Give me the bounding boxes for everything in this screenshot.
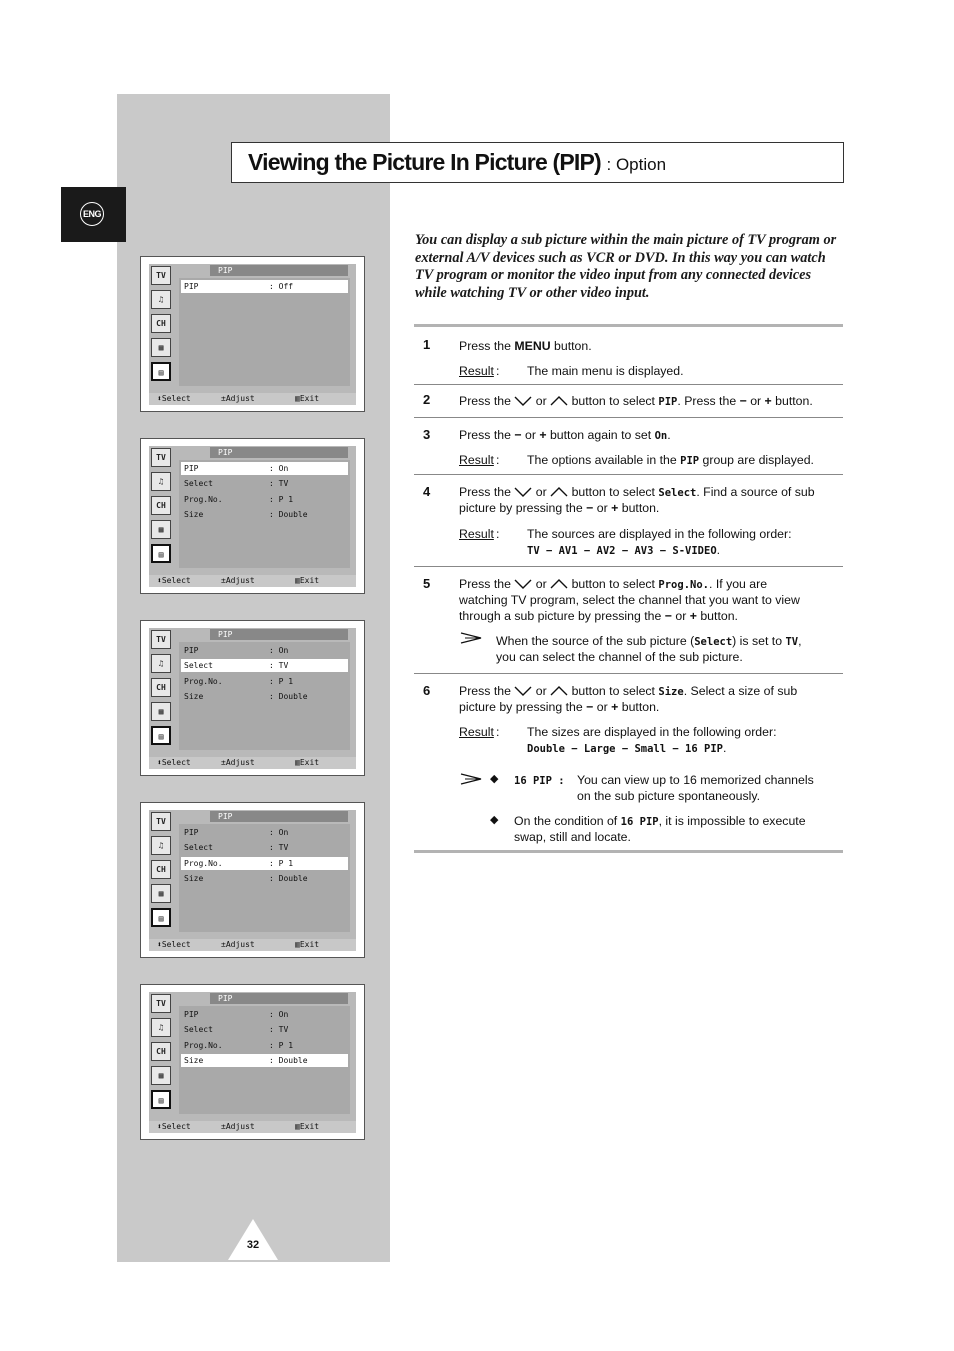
osd-row-value: : Double xyxy=(269,509,308,519)
bullet-2-text-line2: swap, still and locate. xyxy=(514,830,631,844)
result-label: Result xyxy=(459,527,494,541)
adjust-key-icon: ± xyxy=(221,576,226,585)
osd-menu xyxy=(179,278,350,386)
osd-menu-row xyxy=(181,1023,348,1036)
osd-menu-icons xyxy=(151,994,173,1114)
title-main-text: Viewing the Picture In Picture (PIP) xyxy=(248,149,601,175)
text: or xyxy=(535,394,547,408)
osd-row-label: Prog.No. xyxy=(184,858,223,868)
text: button. xyxy=(700,609,738,623)
text: or xyxy=(750,394,762,408)
result-label: Result xyxy=(459,725,494,739)
page-title-box xyxy=(231,142,844,183)
adjust-hint xyxy=(221,939,255,951)
adjust-hint-label: Adjust xyxy=(225,1122,255,1131)
code: 16 PIP xyxy=(620,816,659,828)
osd-menu-row xyxy=(181,462,348,475)
bullet-1-text-line2: on the sub picture spontaneously. xyxy=(577,789,760,803)
result-colon: : xyxy=(496,527,500,541)
text: Press the xyxy=(459,339,515,353)
osd-footer xyxy=(149,939,356,951)
select-key-icon: ⬍ xyxy=(157,940,162,949)
note-arrow-icon xyxy=(460,632,482,644)
osd-row-label: Prog.No. xyxy=(184,494,223,504)
osd-menu-row xyxy=(181,690,348,703)
exit-hint xyxy=(295,1121,319,1133)
osd-row-label: Select xyxy=(184,661,213,671)
step-number: 1 xyxy=(423,337,431,352)
channel-icon: CH xyxy=(151,314,171,333)
select-hint-label: Select xyxy=(161,394,191,403)
osd-menu-row xyxy=(181,508,348,521)
pip-icon: ▤ xyxy=(151,544,171,563)
code: TV xyxy=(785,636,799,648)
step-1-result: The main menu is displayed. xyxy=(527,364,684,378)
text: Press the xyxy=(459,428,511,442)
text: button. xyxy=(550,339,592,353)
code: 16 PIP : xyxy=(514,775,565,787)
osd-menu xyxy=(179,642,350,750)
osd-panel xyxy=(149,628,356,764)
text: or xyxy=(675,609,687,623)
text: . Press the xyxy=(677,394,737,408)
osd-menu-row xyxy=(181,1054,348,1067)
osd-screen xyxy=(140,256,365,412)
text: button. xyxy=(775,394,813,408)
osd-footer xyxy=(149,575,356,587)
osd-menu-icons xyxy=(151,812,173,932)
title-subtitle: : Option xyxy=(606,155,667,174)
osd-menu-row xyxy=(181,1039,348,1052)
step-4-text xyxy=(459,484,815,501)
osd-screen xyxy=(140,438,365,594)
step-6-text-line2 xyxy=(459,699,659,715)
osd-header: PIP xyxy=(210,265,348,276)
osd-menu-row xyxy=(181,477,348,490)
exit-hint-label: Exit xyxy=(299,394,320,403)
text: , xyxy=(798,634,802,648)
text: Press the xyxy=(459,485,511,499)
osd-panel xyxy=(149,264,356,400)
text: Press the xyxy=(459,394,511,408)
select-hint xyxy=(157,393,191,405)
sound-icon: ♫ xyxy=(151,836,171,855)
sound-icon: ♫ xyxy=(151,290,171,309)
plus-key: + xyxy=(611,700,619,714)
minus-key: − xyxy=(739,394,747,408)
step-6-result: The sizes are displayed in the following order: xyxy=(527,725,777,739)
osd-row-value: : Off xyxy=(269,282,294,291)
page-title xyxy=(248,149,666,176)
text: through a sub picture by pressing the xyxy=(459,609,662,623)
text: or xyxy=(596,700,608,714)
adjust-hint xyxy=(221,575,255,587)
osd-menu xyxy=(179,460,350,568)
step-3 xyxy=(414,418,843,475)
osd-row-label: Select xyxy=(184,1025,213,1035)
plus-key: + xyxy=(764,394,772,408)
exit-hint-label: Exit xyxy=(299,758,320,767)
text: button again to set xyxy=(549,428,652,442)
osd-header: PIP xyxy=(210,629,348,640)
exit-hint-label: Exit xyxy=(299,576,320,585)
code: TV − AV1 − AV2 − AV3 − S-VIDEO xyxy=(527,545,717,557)
text: button to select xyxy=(571,684,655,698)
chevron-down-icon xyxy=(514,686,532,696)
step-2-text xyxy=(459,393,813,410)
text: , it is impossible to execute xyxy=(658,814,806,828)
setup-icon: ▦ xyxy=(151,702,171,721)
select-hint-label: Select xyxy=(161,940,191,949)
adjust-hint-label: Adjust xyxy=(225,576,255,585)
text: button to select xyxy=(571,394,655,408)
osd-row-label: Select xyxy=(184,843,213,853)
text: picture by pressing the xyxy=(459,700,583,714)
tv-icon: TV xyxy=(151,266,171,285)
step-5-text-line3 xyxy=(459,608,738,624)
text: . xyxy=(667,428,671,442)
result-colon: : xyxy=(496,364,500,378)
bullet-diamond-icon: ◆ xyxy=(490,773,499,785)
note-arrow-icon xyxy=(460,773,482,785)
exit-hint-label: Exit xyxy=(299,940,320,949)
osd-menu-row xyxy=(181,826,348,839)
language-tab xyxy=(61,187,126,242)
pip-icon: ▤ xyxy=(151,908,171,927)
step-3-text xyxy=(459,427,671,444)
text: . If you are xyxy=(708,577,768,591)
bullet-diamond-icon: ◆ xyxy=(490,814,499,826)
step-3-result xyxy=(527,452,814,469)
osd-row-label: PIP xyxy=(184,464,199,473)
osd-menu-row xyxy=(181,280,348,293)
osd-menu-row xyxy=(181,675,348,688)
text: The options available in the xyxy=(527,453,677,467)
text: button to select xyxy=(571,485,655,499)
osd-row-value: : TV xyxy=(269,1025,289,1035)
osd-screen xyxy=(140,984,365,1140)
pip-icon: ▤ xyxy=(151,362,171,381)
osd-row-value: : Double xyxy=(269,691,308,701)
osd-row-label: PIP xyxy=(184,828,199,837)
step-number: 3 xyxy=(423,427,431,442)
text: ) is set to xyxy=(732,634,783,648)
text: button to select xyxy=(571,577,655,591)
tv-icon: TV xyxy=(151,994,171,1013)
osd-row-label: Prog.No. xyxy=(184,676,223,686)
osd-menu-row xyxy=(181,644,348,657)
step-5-note xyxy=(496,633,802,650)
step-4-order xyxy=(527,542,720,559)
code: Select xyxy=(658,487,697,499)
result-label: Result xyxy=(459,453,494,467)
tv-icon: TV xyxy=(151,630,171,649)
text: or xyxy=(535,684,547,698)
text: . xyxy=(716,543,721,557)
osd-row-label: Size xyxy=(184,1055,204,1065)
text: button. xyxy=(621,700,660,714)
code: Select xyxy=(694,636,733,648)
setup-icon: ▦ xyxy=(151,338,171,357)
osd-header: PIP xyxy=(210,993,348,1004)
osd-panel xyxy=(149,992,356,1128)
osd-menu xyxy=(179,824,350,932)
code: Prog.No. xyxy=(658,579,709,591)
osd-row-label: Prog.No. xyxy=(184,1040,223,1050)
osd-row-value: : TV xyxy=(269,479,289,489)
exit-hint xyxy=(295,757,319,769)
menu-key: MENU xyxy=(514,339,551,353)
step-number: 5 xyxy=(423,576,431,591)
text: On the condition of xyxy=(514,814,618,828)
adjust-key-icon: ± xyxy=(221,758,226,767)
adjust-hint xyxy=(221,1121,255,1133)
select-hint-label: Select xyxy=(161,758,191,767)
plus-key: + xyxy=(611,501,619,515)
sound-icon: ♫ xyxy=(151,1018,171,1037)
osd-row-value: : On xyxy=(269,828,289,837)
code: PIP xyxy=(680,455,700,467)
text: or xyxy=(596,501,608,515)
chevron-down-icon xyxy=(514,487,532,497)
osd-menu-row xyxy=(181,493,348,506)
select-hint-label: Select xyxy=(161,1122,191,1131)
adjust-hint-label: Adjust xyxy=(225,940,255,949)
tv-icon: TV xyxy=(151,812,171,831)
channel-icon: CH xyxy=(151,1042,171,1061)
language-badge: ENG xyxy=(80,202,104,226)
adjust-hint-label: Adjust xyxy=(225,394,255,403)
step-2 xyxy=(414,385,843,418)
adjust-hint-label: Adjust xyxy=(225,758,255,767)
osd-row-label: PIP xyxy=(184,282,199,291)
adjust-key-icon: ± xyxy=(221,1122,226,1131)
osd-screen xyxy=(140,802,365,958)
result-colon: : xyxy=(496,453,500,467)
step-6 xyxy=(414,674,843,850)
exit-hint xyxy=(295,575,319,587)
step-6-text xyxy=(459,683,797,700)
minus-key: − xyxy=(586,700,594,714)
select-key-icon: ⬍ xyxy=(157,758,162,767)
channel-icon: CH xyxy=(151,496,171,515)
osd-row-value: : P 1 xyxy=(269,858,294,868)
exit-key-icon: ▥ xyxy=(295,394,300,403)
osd-row-value: : P 1 xyxy=(269,494,294,504)
osd-menu xyxy=(179,1006,350,1114)
osd-row-value: : On xyxy=(269,1010,289,1019)
exit-key-icon: ▥ xyxy=(295,1122,300,1131)
text: picture by pressing the xyxy=(459,501,583,515)
chevron-up-icon xyxy=(550,686,568,696)
select-key-icon: ⬍ xyxy=(157,576,162,585)
step-4-result: The sources are displayed in the following order: xyxy=(527,527,792,541)
text: . xyxy=(722,741,727,755)
minus-key: − xyxy=(514,428,522,442)
text: or xyxy=(535,485,547,499)
osd-row-value: : Double xyxy=(269,1055,308,1065)
step-5-text xyxy=(459,576,767,593)
exit-hint xyxy=(295,939,319,951)
exit-key-icon: ▥ xyxy=(295,576,300,585)
osd-menu-icons xyxy=(151,448,173,568)
steps-table xyxy=(414,324,843,853)
osd-menu-icons xyxy=(151,630,173,750)
step-5-note-line2: you can select the channel of the sub picture. xyxy=(496,650,743,664)
text: Press the xyxy=(459,577,511,591)
osd-row-label: PIP xyxy=(184,1010,199,1019)
select-hint xyxy=(157,939,191,951)
osd-row-value: : On xyxy=(269,464,289,473)
step-number: 4 xyxy=(423,484,431,499)
text: . Find a source of sub xyxy=(696,485,815,499)
pip-icon: ▤ xyxy=(151,1090,171,1109)
chevron-down-icon xyxy=(514,396,532,406)
pip-icon: ▤ xyxy=(151,726,171,745)
osd-menu-row xyxy=(181,872,348,885)
chevron-up-icon xyxy=(550,579,568,589)
osd-header: PIP xyxy=(210,447,348,458)
osd-row-value: : TV xyxy=(269,843,289,853)
step-5-text-line2: watching TV program, select the channel that you want to view xyxy=(459,593,800,607)
text: button. xyxy=(621,501,660,515)
intro-paragraph: You can display a sub picture within the main picture of TV program or external A/V devices such as VCR or DVD. In this way you can watch TV program or monitor the video input from any connected devices while watching TV or other video input. xyxy=(415,232,837,301)
osd-row-value: : P 1 xyxy=(269,1040,294,1050)
step-number: 6 xyxy=(423,683,431,698)
result-colon: : xyxy=(496,725,500,739)
minus-key: − xyxy=(586,501,594,515)
chevron-down-icon xyxy=(514,579,532,589)
code: On xyxy=(654,430,668,442)
sound-icon: ♫ xyxy=(151,654,171,673)
text: When the source of the sub picture ( xyxy=(496,634,695,648)
exit-hint xyxy=(295,393,319,405)
osd-row-label: Select xyxy=(184,479,213,489)
text: or xyxy=(524,428,536,442)
osd-menu-row xyxy=(181,857,348,870)
select-key-icon: ⬍ xyxy=(157,394,162,403)
osd-footer xyxy=(149,393,356,405)
text: Press the xyxy=(459,684,511,698)
step-1-text xyxy=(459,338,592,354)
osd-row-label: Size xyxy=(184,691,204,701)
channel-icon: CH xyxy=(151,860,171,879)
channel-icon: CH xyxy=(151,678,171,697)
code: PIP xyxy=(658,396,678,408)
exit-key-icon: ▥ xyxy=(295,758,300,767)
osd-menu-icons xyxy=(151,266,173,386)
bottom-rule xyxy=(414,850,843,853)
osd-menu-row xyxy=(181,1008,348,1021)
text: . Select a size of sub xyxy=(683,684,798,698)
tv-icon: TV xyxy=(151,448,171,467)
osd-menu-row xyxy=(181,841,348,854)
osd-row-value: : Double xyxy=(269,873,308,883)
osd-footer xyxy=(149,757,356,769)
minus-key: − xyxy=(664,609,672,623)
select-hint xyxy=(157,1121,191,1133)
setup-icon: ▦ xyxy=(151,520,171,539)
step-1 xyxy=(414,327,843,385)
select-hint xyxy=(157,575,191,587)
plus-key: + xyxy=(689,609,697,623)
osd-row-value: : P 1 xyxy=(269,676,294,686)
osd-screen xyxy=(140,620,365,776)
bullet-1-text: You can view up to 16 memorized channels xyxy=(577,773,814,787)
osd-panel xyxy=(149,810,356,946)
adjust-hint xyxy=(221,757,255,769)
chevron-up-icon xyxy=(550,396,568,406)
adjust-key-icon: ± xyxy=(221,940,226,949)
code: Double − Large − Small − 16 PIP xyxy=(527,743,723,755)
step-6-order xyxy=(527,740,726,757)
exit-hint-label: Exit xyxy=(299,1122,320,1131)
osd-row-label: PIP xyxy=(184,646,199,655)
select-hint-label: Select xyxy=(161,576,191,585)
bullet-2-text xyxy=(514,813,806,830)
code: Size xyxy=(658,686,684,698)
page-number: 32 xyxy=(246,1239,260,1251)
sound-icon: ♫ xyxy=(151,472,171,491)
select-key-icon: ⬍ xyxy=(157,1122,162,1131)
plus-key: + xyxy=(539,428,547,442)
step-5 xyxy=(414,567,843,674)
osd-header: PIP xyxy=(210,811,348,822)
osd-row-label: Size xyxy=(184,509,204,519)
setup-icon: ▦ xyxy=(151,1066,171,1085)
bullet-1-code xyxy=(514,772,565,789)
adjust-hint xyxy=(221,393,255,405)
osd-row-value: : On xyxy=(269,646,289,655)
step-4 xyxy=(414,475,843,567)
setup-icon: ▦ xyxy=(151,884,171,903)
osd-menu-row xyxy=(181,659,348,672)
step-number: 2 xyxy=(423,392,431,407)
result-label: Result xyxy=(459,364,494,378)
osd-panel xyxy=(149,446,356,582)
select-hint xyxy=(157,757,191,769)
osd-row-label: Size xyxy=(184,873,204,883)
adjust-key-icon: ± xyxy=(221,394,226,403)
step-4-text-line2 xyxy=(459,500,659,516)
text: group are displayed. xyxy=(702,453,814,467)
exit-key-icon: ▥ xyxy=(295,940,300,949)
osd-row-value: : TV xyxy=(269,661,289,671)
osd-footer xyxy=(149,1121,356,1133)
text: or xyxy=(535,577,547,591)
chevron-up-icon xyxy=(550,487,568,497)
